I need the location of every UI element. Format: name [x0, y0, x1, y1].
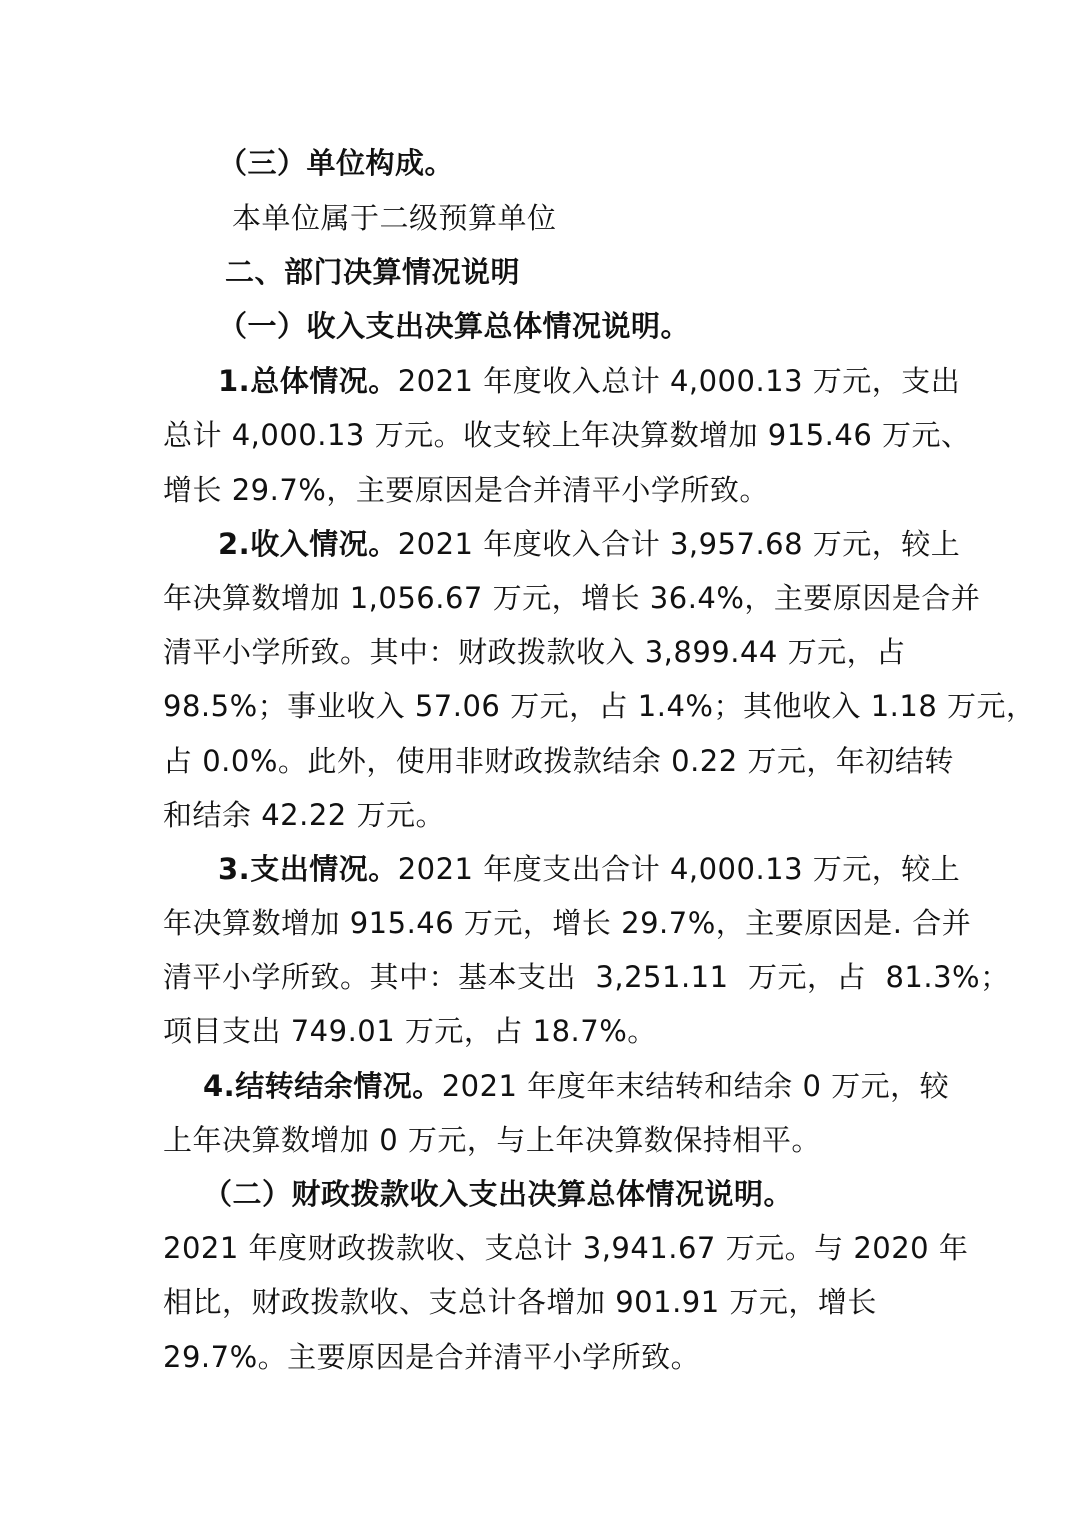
paragraph-expenditure-line-4: 项目支出 749.01 万元，占 18.7%。	[163, 1014, 657, 1048]
paragraph-fiscal-line-1: 2021 年度财政拨款收、支总计 3,941.67 万元。与 2020 年	[163, 1231, 969, 1265]
paragraph-income-line-5: 占 0.0%。此外，使用非财政拨款结余 0.22 万元，年初结转	[163, 744, 954, 778]
paragraph-income-line-3: 清平小学所致。其中：财政拨款收入 3,899.44 万元，占	[163, 635, 906, 669]
section-heading-unit-composition: （三）单位构成。	[218, 146, 455, 180]
paragraph-expenditure-text-1: 2021 年度支出合计 4,000.13 万元，较上	[397, 852, 961, 886]
paragraph-lead-carryover: 4.结转结余情况。	[203, 1069, 442, 1103]
subsection-heading-fiscal: （二）财政拨款收入支出决算总体情况说明。	[203, 1177, 794, 1211]
paragraph-income-line-2: 年决算数增加 1,056.67 万元，增长 36.4%，主要原因是合并	[163, 581, 981, 615]
paragraph-income-line-6: 和结余 42.22 万元。	[163, 798, 445, 832]
part-two-heading: 二、部门决算情况说明	[225, 255, 521, 289]
paragraph-fiscal-line-2: 相比，财政拨款收、支总计各增加 901.91 万元，增长	[163, 1285, 877, 1319]
paragraph-expenditure-line-2: 年决算数增加 915.46 万元，增长 29.7%，主要原因是. 合并	[163, 906, 972, 940]
paragraph-lead-expenditure: 3.支出情况。	[218, 852, 398, 886]
paragraph-income-line-1	[218, 524, 960, 564]
subsection-heading-overall: （一）收入支出决算总体情况说明。	[218, 309, 691, 343]
paragraph-overall-text-1: 2021 年度收入总计 4,000.13 万元，支出	[397, 364, 961, 398]
paragraph-overall-line-1	[218, 361, 960, 401]
paragraph-income-line-4: 98.5%；事业收入 57.06 万元，占 1.4%；其他收入 1.18 万元，	[163, 689, 1036, 723]
unit-composition-text: 本单位属于二级预算单位	[232, 201, 557, 235]
paragraph-income-text-1: 2021 年度收入合计 3,957.68 万元，较上	[397, 527, 961, 561]
paragraph-lead-overall: 1.总体情况。	[218, 364, 398, 398]
paragraph-carryover-line-2: 上年决算数增加 0 万元，与上年决算数保持相平。	[163, 1123, 821, 1157]
paragraph-lead-income: 2.收入情况。	[218, 527, 398, 561]
paragraph-expenditure-line-3: 清平小学所致。其中：基本支出 3,251.11 万元，占 81.3%；	[163, 960, 1010, 994]
paragraph-carryover-text-1: 2021 年度年末结转和结余 0 万元，较	[441, 1069, 950, 1103]
paragraph-overall-line-3: 增长 29.7%，主要原因是合并清平小学所致。	[163, 473, 769, 507]
paragraph-carryover-line-1	[203, 1066, 949, 1106]
paragraph-overall-line-2: 总计 4,000.13 万元。收支较上年决算数增加 915.46 万元、	[163, 418, 971, 452]
paragraph-fiscal-line-3: 29.7%。主要原因是合并清平小学所致。	[163, 1340, 701, 1374]
paragraph-expenditure-line-1	[218, 849, 960, 889]
